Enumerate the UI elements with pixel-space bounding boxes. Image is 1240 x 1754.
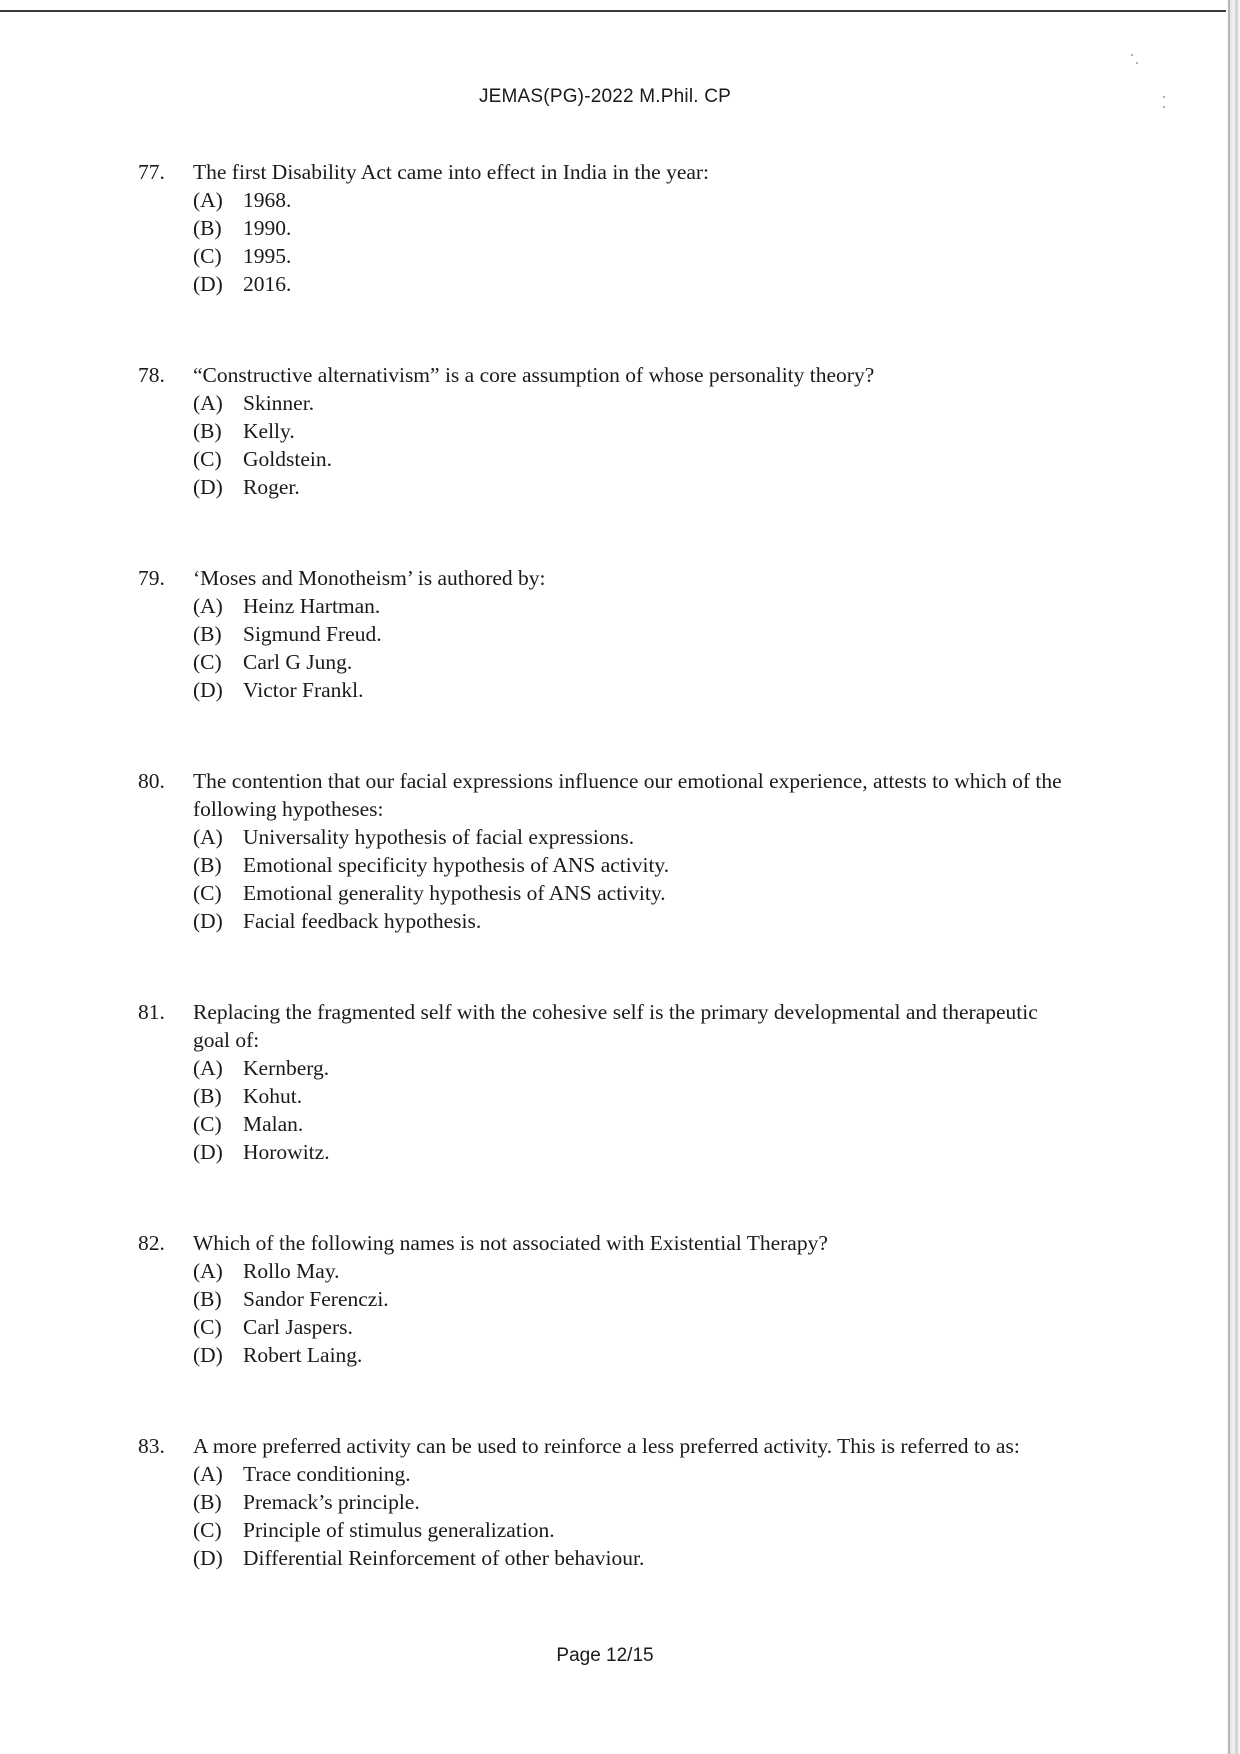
question-text: ‘Moses and Monotheism’ is authored by: xyxy=(193,566,546,590)
option-text: Horowitz. xyxy=(243,1140,330,1164)
option-c xyxy=(193,648,1078,676)
option-c xyxy=(193,1110,1078,1138)
option-list xyxy=(193,1054,1078,1166)
option-c xyxy=(193,242,1078,270)
question-text: The contention that our facial expressions influence our emotional experience, attests to which of the following hypotheses: xyxy=(193,769,1062,821)
question-number: 79. xyxy=(138,566,165,590)
option-letter: (C) xyxy=(193,1518,222,1542)
question-78 xyxy=(138,361,1078,501)
option-b xyxy=(193,1488,1078,1516)
option-text: 1968. xyxy=(243,188,292,212)
option-letter: (B) xyxy=(193,1084,222,1108)
option-letter: (A) xyxy=(193,594,223,618)
question-81 xyxy=(138,998,1078,1166)
option-text: 2016. xyxy=(243,272,292,296)
option-text: 1995. xyxy=(243,244,292,268)
top-border-line xyxy=(0,10,1226,12)
option-d xyxy=(193,473,1078,501)
option-text: Skinner. xyxy=(243,391,315,415)
option-text: Emotional specificity hypothesis of ANS activity. xyxy=(243,853,670,877)
option-letter: (A) xyxy=(193,825,223,849)
option-text: Robert Laing. xyxy=(243,1343,363,1367)
option-text: Rollo May. xyxy=(243,1259,340,1283)
question-79 xyxy=(138,564,1078,704)
option-letter: (C) xyxy=(193,650,222,674)
option-d xyxy=(193,907,1078,935)
scanned-page-edge-line xyxy=(1228,0,1230,1754)
question-number: 82. xyxy=(138,1231,165,1255)
option-text: Carl Jaspers. xyxy=(243,1315,353,1339)
option-b xyxy=(193,851,1078,879)
option-d xyxy=(193,1341,1078,1369)
option-a xyxy=(193,389,1078,417)
option-list xyxy=(193,592,1078,704)
option-list xyxy=(193,823,1078,935)
option-letter: (B) xyxy=(193,419,222,443)
option-text: Emotional generality hypothesis of ANS activity. xyxy=(243,881,666,905)
scan-speck xyxy=(1131,54,1133,56)
question-number: 78. xyxy=(138,363,165,387)
option-letter: (D) xyxy=(193,272,223,296)
option-letter: (C) xyxy=(193,881,222,905)
option-d xyxy=(193,1138,1078,1166)
option-text: Universality hypothesis of facial expressions. xyxy=(243,825,635,849)
option-text: Sigmund Freud. xyxy=(243,622,382,646)
option-list xyxy=(193,1460,1078,1572)
option-letter: (A) xyxy=(193,1259,223,1283)
option-list xyxy=(193,389,1078,501)
option-letter: (B) xyxy=(193,622,222,646)
option-c xyxy=(193,1313,1078,1341)
question-list xyxy=(138,158,1078,1572)
option-text: Premack’s principle. xyxy=(243,1490,420,1514)
option-letter: (B) xyxy=(193,1490,222,1514)
option-a xyxy=(193,186,1078,214)
page-number: Page 12/15 xyxy=(556,1645,654,1666)
option-letter: (D) xyxy=(193,678,223,702)
question-text: Which of the following names is not associated with Existential Therapy? xyxy=(193,1231,828,1255)
question-number: 81. xyxy=(138,1000,165,1024)
question-number: 80. xyxy=(138,769,165,793)
option-a xyxy=(193,823,1078,851)
option-text: Kernberg. xyxy=(243,1056,330,1080)
page-header: JEMAS(PG)-2022 M.Phil. CP xyxy=(478,86,732,107)
option-text: Kohut. xyxy=(243,1084,303,1108)
option-letter: (A) xyxy=(193,188,223,212)
option-letter: (D) xyxy=(193,1546,223,1570)
option-letter: (A) xyxy=(193,391,223,415)
option-d xyxy=(193,676,1078,704)
option-d xyxy=(193,1544,1078,1572)
option-d xyxy=(193,270,1078,298)
option-a xyxy=(193,1460,1078,1488)
question-text: “Constructive alternativism” is a core assumption of whose personality theory? xyxy=(193,363,875,387)
option-text: Goldstein. xyxy=(243,447,332,471)
option-b xyxy=(193,417,1078,445)
option-a xyxy=(193,592,1078,620)
option-list xyxy=(193,186,1078,298)
option-letter: (D) xyxy=(193,1343,223,1367)
option-letter: (B) xyxy=(193,216,222,240)
option-letter: (D) xyxy=(193,909,223,933)
option-c xyxy=(193,445,1078,473)
option-letter: (C) xyxy=(193,1315,222,1339)
question-82 xyxy=(138,1229,1078,1369)
option-letter: (A) xyxy=(193,1056,223,1080)
option-text: Heinz Hartman. xyxy=(243,594,381,618)
option-b xyxy=(193,1082,1078,1110)
option-text: Malan. xyxy=(243,1112,304,1136)
option-a xyxy=(193,1054,1078,1082)
option-text: 1990. xyxy=(243,216,292,240)
option-list xyxy=(193,1257,1078,1369)
option-text: Trace conditioning. xyxy=(243,1462,411,1486)
option-text: Carl G Jung. xyxy=(243,650,353,674)
option-a xyxy=(193,1257,1078,1285)
option-letter: (A) xyxy=(193,1462,223,1486)
option-b xyxy=(193,620,1078,648)
option-letter: (C) xyxy=(193,447,222,471)
question-77 xyxy=(138,158,1078,298)
option-letter: (B) xyxy=(193,1287,222,1311)
option-text: Facial feedback hypothesis. xyxy=(243,909,482,933)
option-text: Differential Reinforcement of other behaviour. xyxy=(243,1546,645,1570)
option-text: Principle of stimulus generalization. xyxy=(243,1518,555,1542)
option-b xyxy=(193,214,1078,242)
option-letter: (D) xyxy=(193,475,223,499)
option-letter: (B) xyxy=(193,853,222,877)
option-letter: (C) xyxy=(193,1112,222,1136)
option-c xyxy=(193,1516,1078,1544)
question-text: Replacing the fragmented self with the cohesive self is the primary developmental and therapeutic goal of: xyxy=(193,1000,1038,1052)
question-80 xyxy=(138,767,1078,935)
option-text: Roger. xyxy=(243,475,300,499)
question-number: 77. xyxy=(138,160,165,184)
question-text: The first Disability Act came into effect in India in the year: xyxy=(193,160,710,184)
scan-speck xyxy=(1136,62,1138,64)
question-number: 83. xyxy=(138,1434,165,1458)
option-letter: (D) xyxy=(193,1140,223,1164)
option-text: Sandor Ferenczi. xyxy=(243,1287,389,1311)
option-b xyxy=(193,1285,1078,1313)
option-c xyxy=(193,879,1078,907)
question-83 xyxy=(138,1432,1078,1572)
option-text: Kelly. xyxy=(243,419,295,443)
question-text: A more preferred activity can be used to reinforce a less preferred activity. This is referred to as: xyxy=(193,1434,1020,1458)
option-text: Victor Frankl. xyxy=(243,678,364,702)
option-letter: (C) xyxy=(193,244,222,268)
